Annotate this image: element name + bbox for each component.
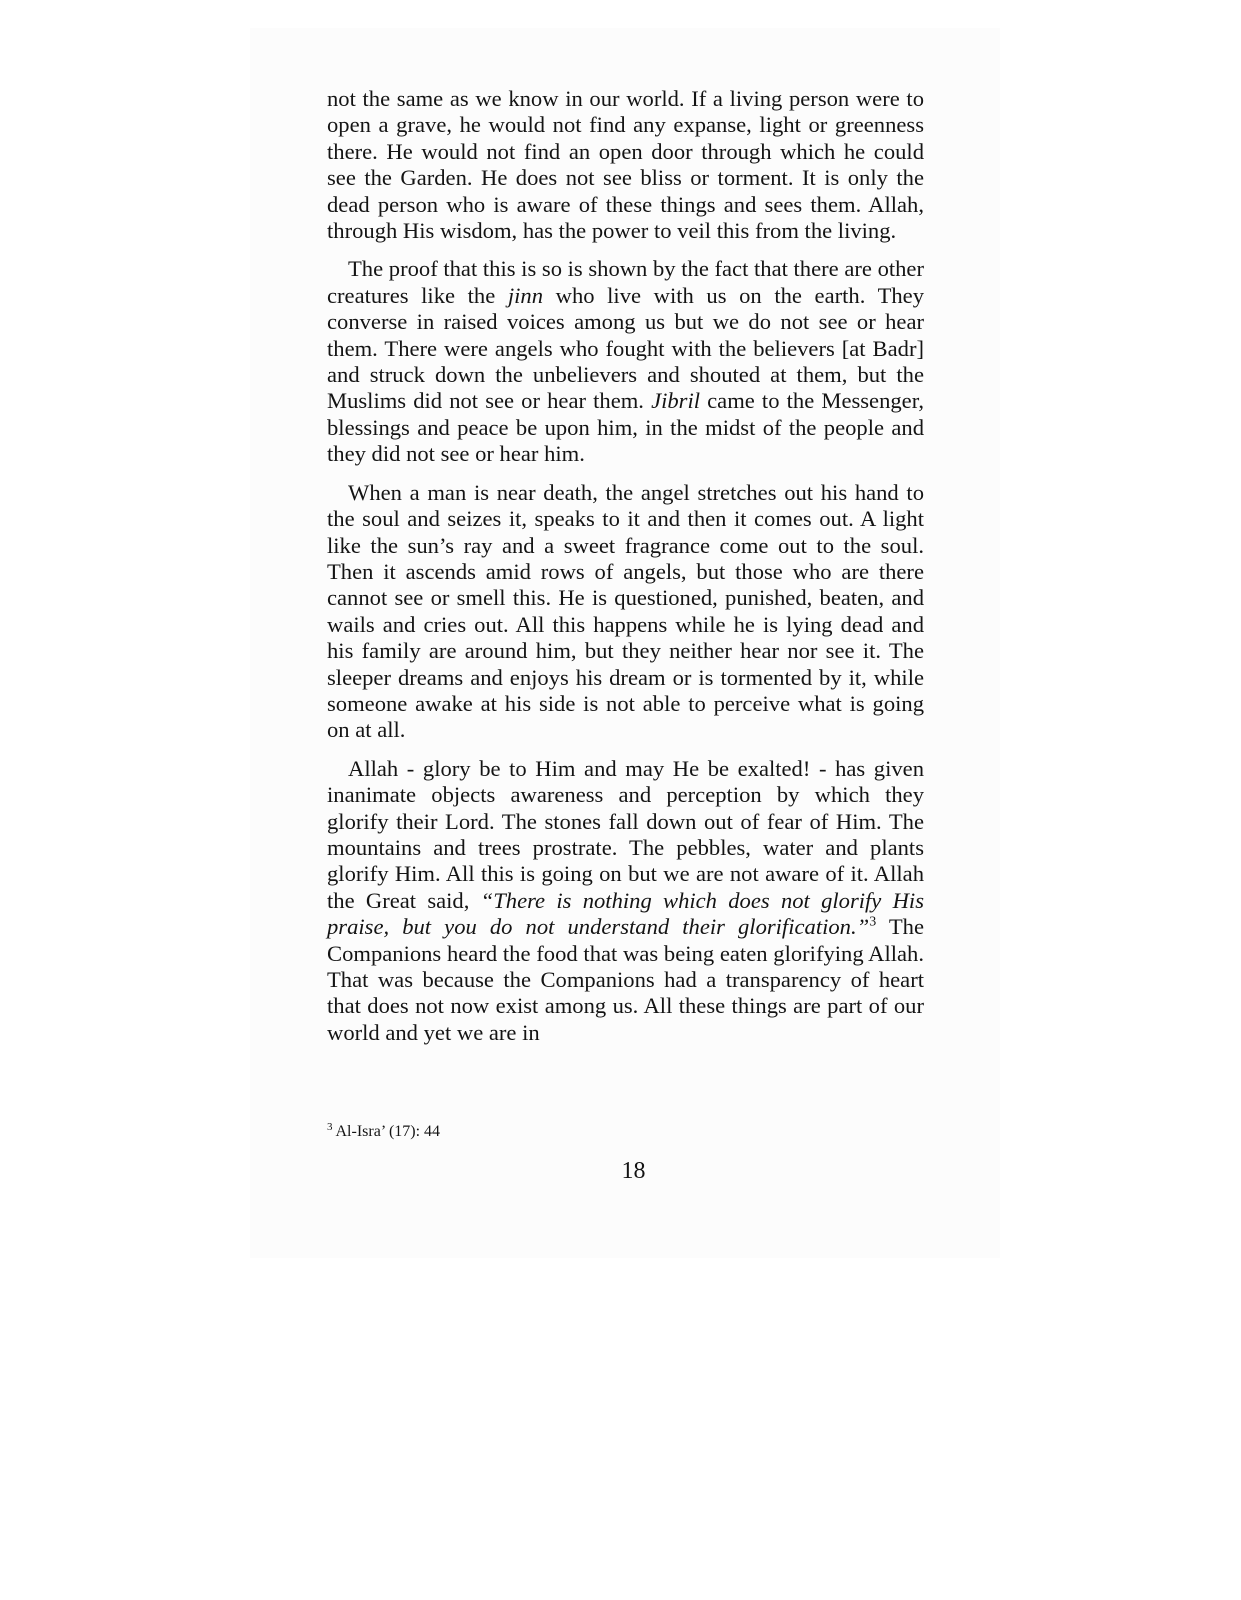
paragraph-2	[327, 256, 924, 467]
term-jinn: jinn	[507, 282, 544, 308]
paragraph-1	[327, 86, 924, 244]
paragraph-3-text: When a man is near death, the angel stretches out his hand to the soul and seizes it, speaks to it and then it comes out. A light like the sun’s ray and a sweet fragrance come out to the soul. Then it ascends amid rows of angels, but those who are there cannot see or smell this. He is questioned, punished, beaten, and wails and cries out. All this happens while he is lying dead and his family are around him, but they neither hear nor see it. The sleeper dreams and enjoys his dream or is tormented by it, while someone awake at his side is not able to perceive what is going on at all.	[327, 479, 924, 743]
footnote	[327, 1120, 441, 1141]
paragraph-2-text-c: who live with us on the earth. They converse in raised voices among us but we do not see or hear them. There were angels who fought with the believers [at Badr] and struck down the unbelievers and shouted at them, but the Muslims did not see or hear them.	[327, 282, 924, 414]
paragraph-1-text: not the same as we know in our world. If a living person were to open a grave, he would not find any expanse, light or greenness there. He would not find an open door through which he could see the Garden. He does not see bliss or torment. It is only the dead person who is aware of these things and sees them. Allah, through His wisdom, has the power to veil this from the living.	[327, 86, 924, 244]
quran-quote: “There is nothing which does not glorify His praise, but you do not understand their glorification.”	[327, 887, 924, 940]
paragraph-2-text-a: The proof that this is so is shown by the fact that there are other creatures like the	[327, 256, 924, 308]
footnote-text: Al-Isra’ (17): 44	[335, 1123, 441, 1140]
page-number: 18	[621, 1158, 646, 1184]
footnote-number: 3	[327, 1120, 333, 1133]
paragraph-4	[327, 756, 924, 1046]
body-text	[327, 86, 924, 1046]
paragraph-2-text-e: came to the Messenger, blessings and peace be upon him, in the midst of the people and they did not see or hear him.	[327, 388, 924, 467]
paragraph-4-text-a: Allah - glory be to Him and may He be exalted! - has given inanimate objects awareness and perception by which they glorify their Lord. The stones fall down out of fear of Him. The mountains and trees prostrate. The pebbles, water and plants glorify Him. All this is going on but we are not aware of it. Allah the Great said,	[327, 755, 924, 913]
paragraph-3	[327, 480, 924, 744]
footnote-reference: 3	[869, 914, 877, 930]
paragraph-4-text-b: The Companions heard the food that was being eaten glorifying Allah. That was because the Companions had a transparency of heart that does not now exist among us. All these things are part of our world and yet we are in	[327, 914, 924, 1045]
term-jibril: Jibril	[651, 388, 701, 414]
